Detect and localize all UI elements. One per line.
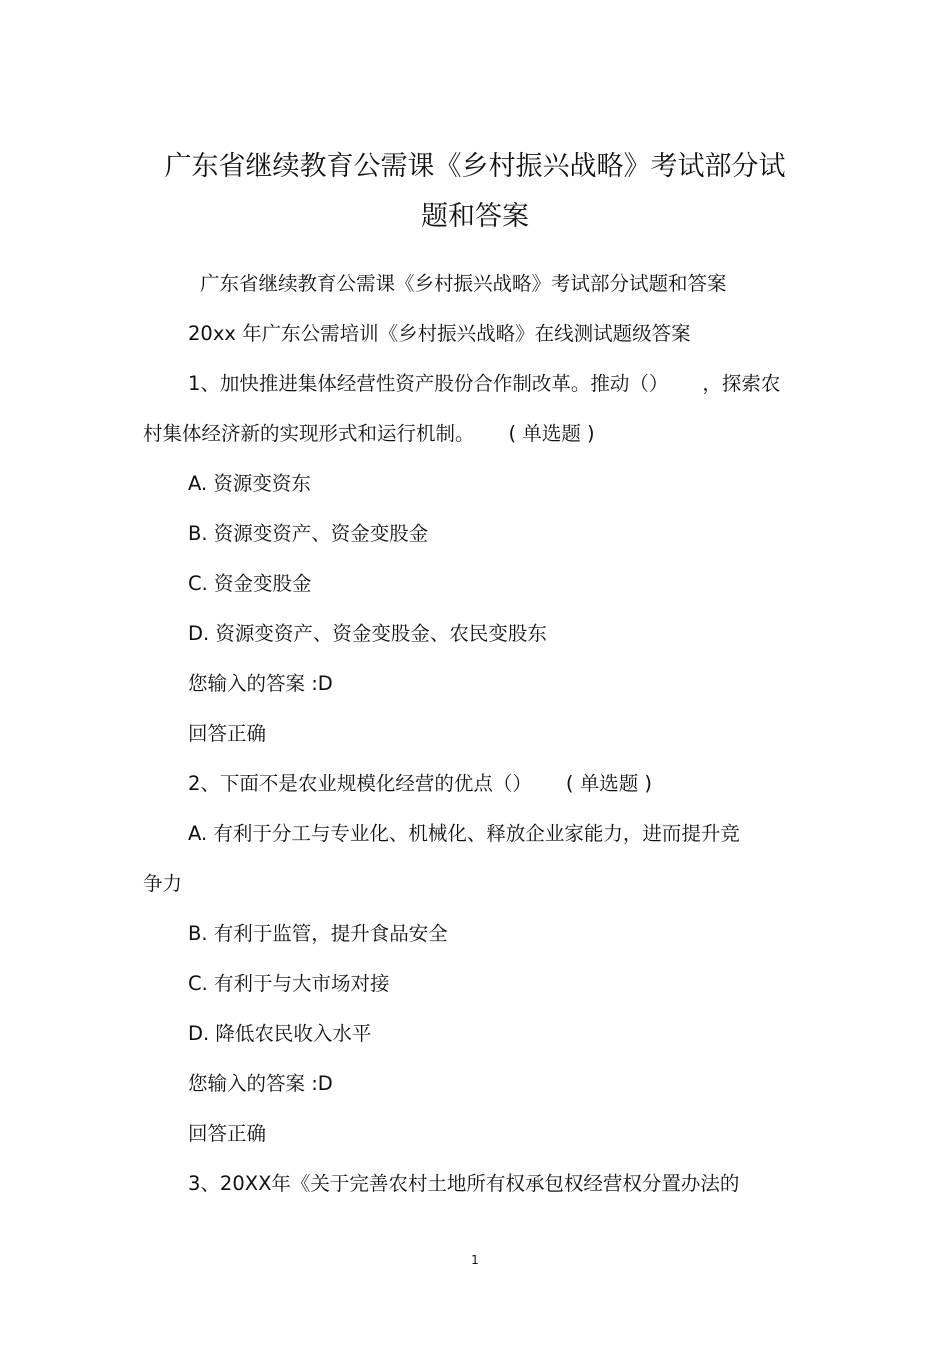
q2-option-c: C. 有利于与大市场对接 <box>188 972 390 995</box>
q3-stem-line-1: 3、20XX年《关于完善农村土地所有权承包权经营权分置办法的 <box>188 1172 740 1195</box>
q2-stem-part-a: 2、下面不是农业规模化经营的优点（） <box>188 772 532 795</box>
q1-stem-part-c: 村集体经济新的实现形式和运行机制。 <box>143 422 475 445</box>
q2-question-type: ( 单选题 ) <box>565 772 653 795</box>
page-number: 1 <box>471 1253 479 1267</box>
document-title-line-1: 广东省继续教育公需课《乡村振兴战略》考试部分试 <box>164 151 786 182</box>
q2-result: 回答正确 <box>188 1122 267 1145</box>
q1-option-b: B. 资源变资产、资金变股金 <box>188 522 429 545</box>
intro-line: 20xx 年广东公需培训《乡村振兴战略》在线测试题级答案 <box>188 322 691 345</box>
q1-stem-part-a: 1、加快推进集体经营性资产股份合作制改革。推动（） <box>188 372 669 395</box>
q1-stem-part-b: ，探索农 <box>702 372 781 395</box>
document-title-line-2: 题和答案 <box>421 201 529 232</box>
q1-question-type: ( 单选题 ) <box>508 422 595 445</box>
q1-stem-line-1 <box>188 370 780 398</box>
q1-your-answer: 您输入的答案 :D <box>188 672 333 695</box>
q1-option-c: C. 资金变股金 <box>188 572 312 595</box>
q2-option-d: D. 降低农民收入水平 <box>188 1022 372 1045</box>
document-subtitle: 广东省继续教育公需课《乡村振兴战略》考试部分试题和答案 <box>200 272 727 295</box>
q1-stem-line-2 <box>143 420 595 448</box>
q1-option-a: A. 资源变资东 <box>188 472 311 495</box>
q1-result: 回答正确 <box>188 722 267 745</box>
q2-option-a-line-2: 争力 <box>143 872 183 895</box>
q1-option-d: D. 资源变资产、资金变股金、农民变股东 <box>188 622 547 645</box>
q2-option-a-line-1: A. 有利于分工与专业化、机械化、释放企业家能力，进而提升竞 <box>188 822 740 845</box>
q2-stem-line-1 <box>188 770 652 798</box>
q2-your-answer: 您输入的答案 :D <box>188 1072 333 1095</box>
q2-option-b: B. 有利于监管，提升食品安全 <box>188 922 448 945</box>
